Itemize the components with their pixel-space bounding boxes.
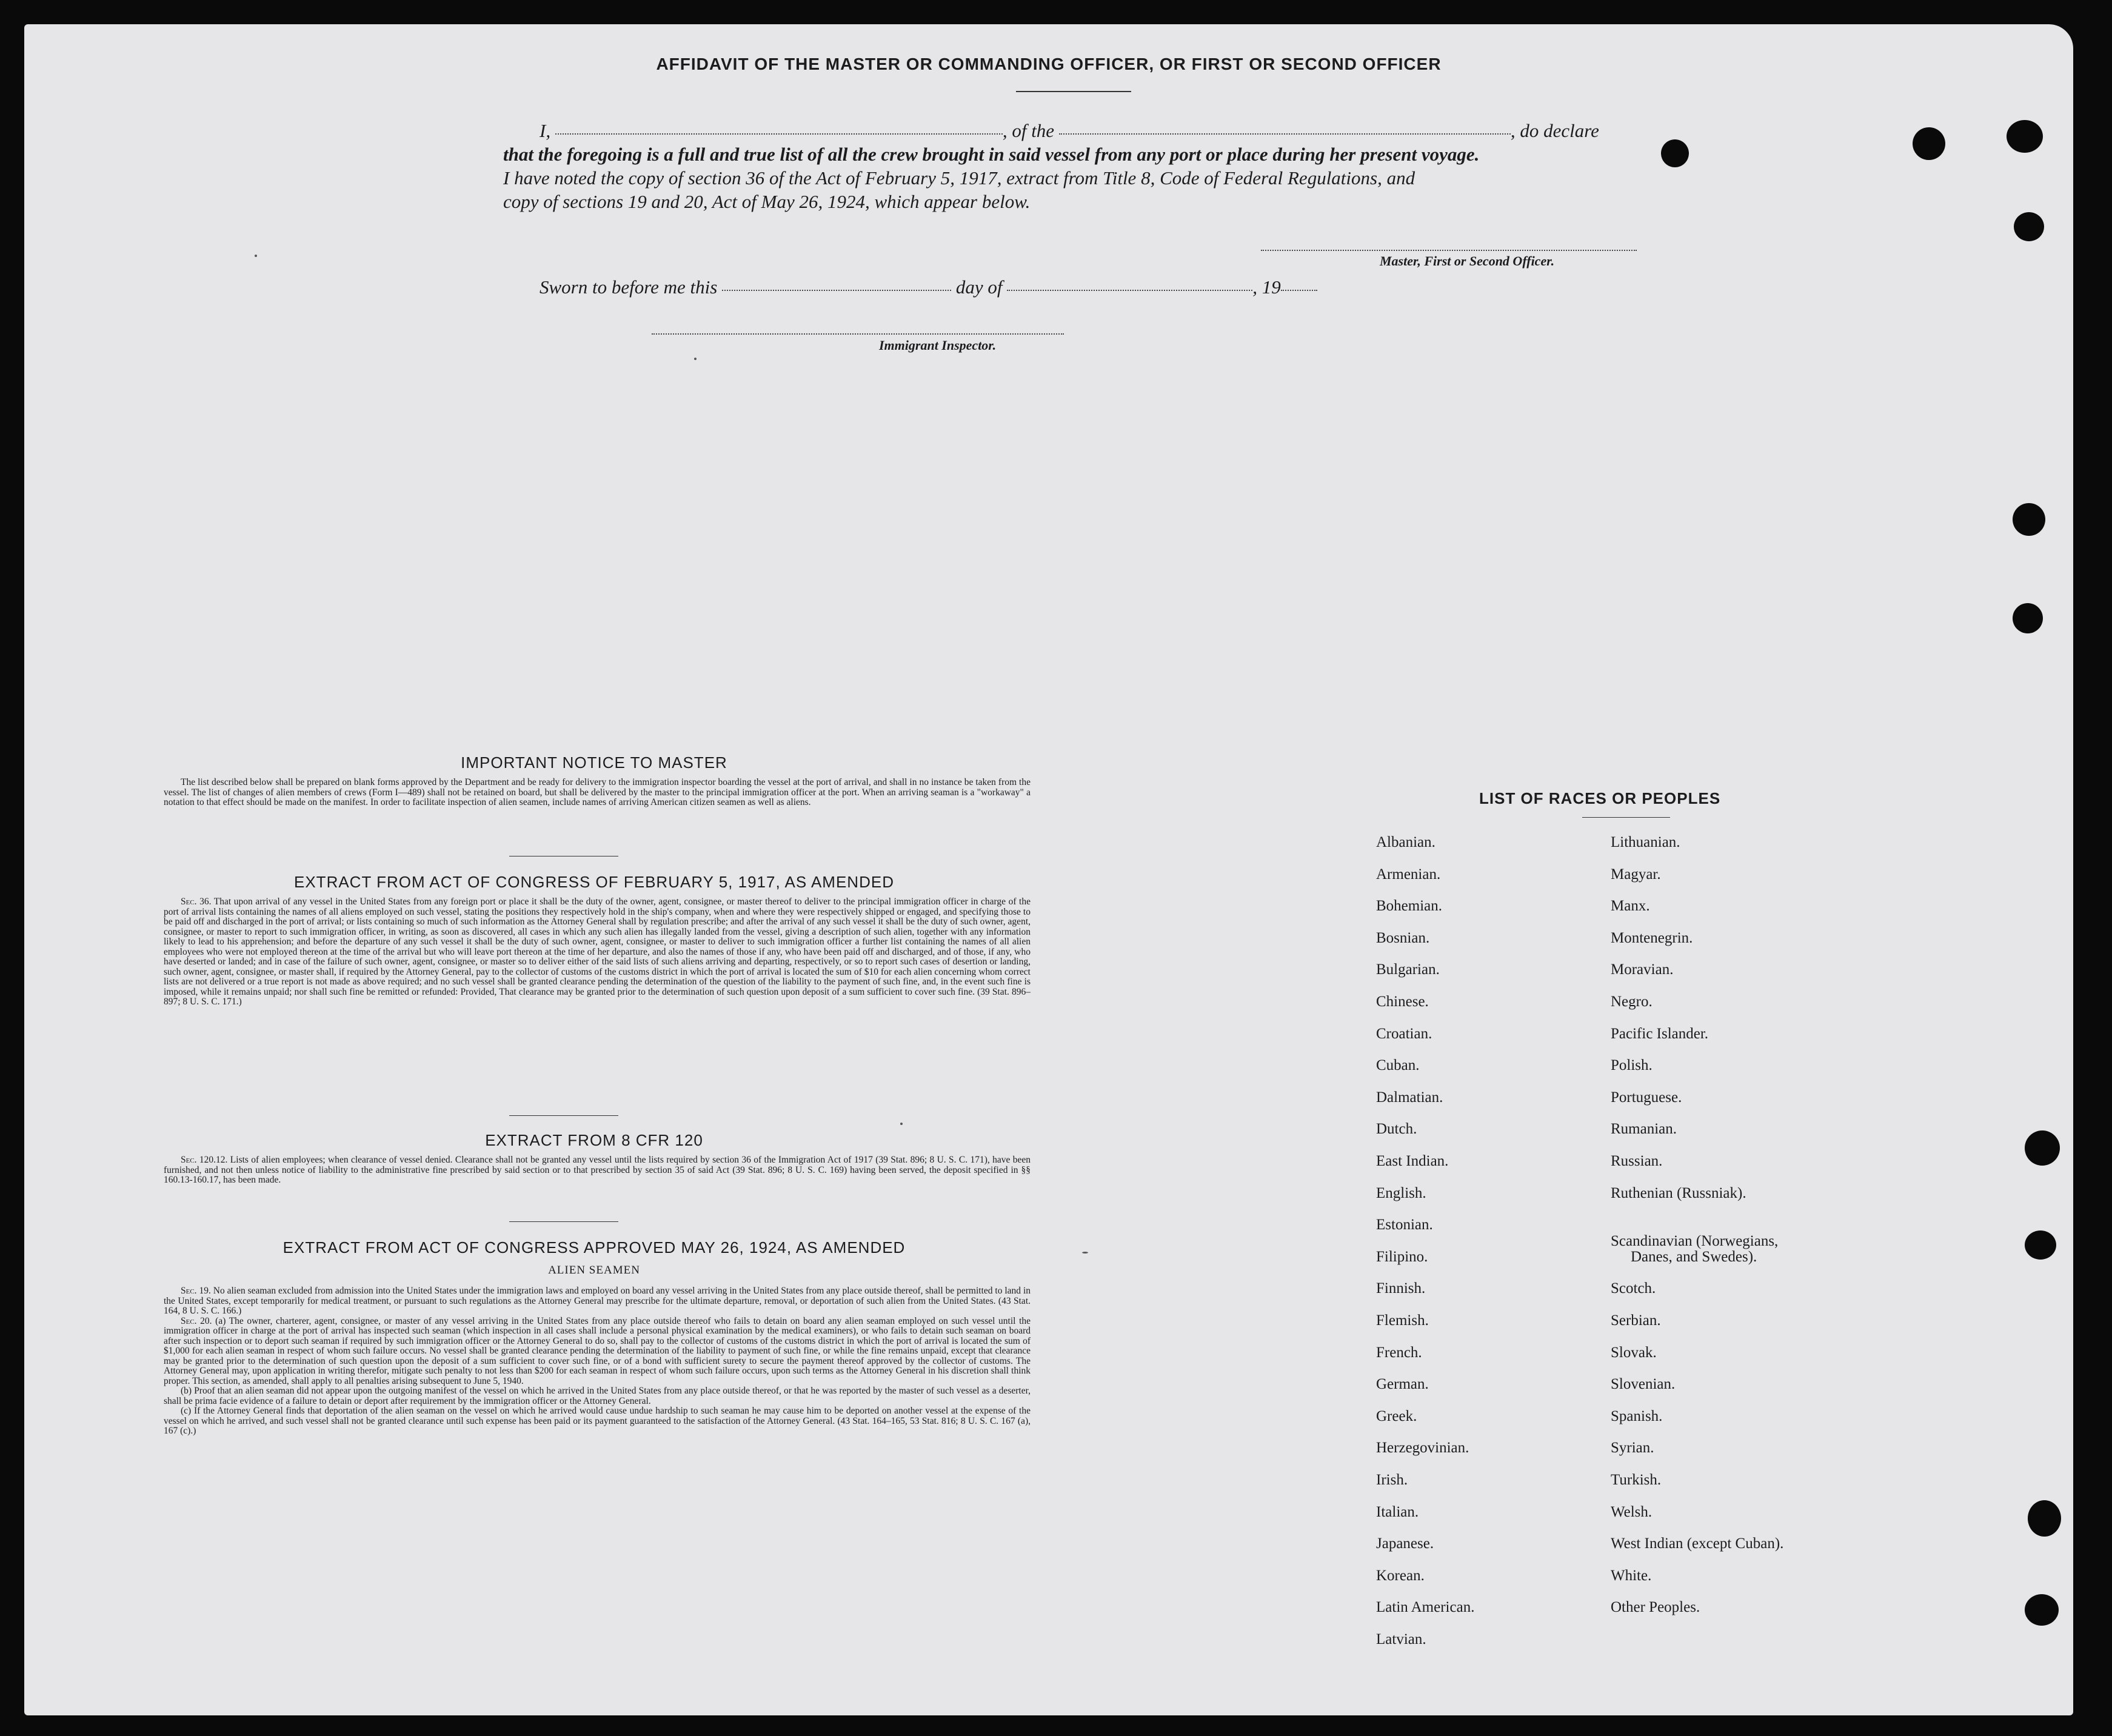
paper-speck: [1082, 1252, 1088, 1254]
race-item: Negro.: [1611, 993, 1653, 1010]
punch-hole-icon: [1661, 139, 1689, 167]
race-item: Scandinavian (Norwegians,: [1611, 1232, 1779, 1249]
race-item: Finnish.: [1376, 1280, 1426, 1297]
sworn-line: [540, 275, 1317, 299]
sworn-year-field[interactable]: [1281, 287, 1317, 291]
race-item: Rumanian.: [1611, 1121, 1677, 1138]
notice-text: [164, 778, 1031, 808]
sworn-year-label: , 19: [1252, 276, 1281, 298]
extract-cfr-text: [164, 1155, 1031, 1186]
race-item: Chinese.: [1376, 993, 1429, 1010]
race-item: Lithuanian.: [1611, 834, 1680, 850]
race-item: Slovak.: [1611, 1344, 1657, 1361]
race-item: Russian.: [1611, 1153, 1663, 1169]
sworn-day-of-label: day of: [955, 276, 1003, 298]
race-item: Manx.: [1611, 898, 1650, 915]
punch-hole-icon: [2014, 212, 2044, 241]
punch-hole-icon: [2007, 120, 2043, 153]
race-item: Portuguese.: [1611, 1089, 1682, 1106]
race-item: Bulgarian.: [1376, 961, 1440, 978]
race-item: German.: [1376, 1376, 1429, 1393]
race-item: Dalmatian.: [1376, 1089, 1443, 1106]
race-item: Spanish.: [1611, 1407, 1663, 1424]
race-item: Herzegovinian.: [1376, 1440, 1469, 1457]
race-item: Greek.: [1376, 1407, 1417, 1424]
race-item: Bosnian.: [1376, 929, 1430, 946]
declaration-line-1: [540, 119, 1599, 142]
race-item: Slovenian.: [1611, 1376, 1676, 1393]
race-item: Moravian.: [1611, 961, 1674, 978]
race-item: Japanese.: [1376, 1535, 1434, 1552]
race-item: Syrian.: [1611, 1440, 1654, 1457]
paper-speck: [255, 255, 257, 257]
sec-19-label: Sec. 19.: [181, 1286, 211, 1296]
alien-seamen-subheading: ALIEN SEAMEN: [548, 1264, 640, 1277]
paper-speck: [694, 358, 697, 360]
sec-20b-text: (b) Proof that an alien seaman did not appear upon the outgoing manifest of the vessel on which he arrived in the United States from any place outside thereof, or that he was reported by the master of such vessel as a deserter, shall be prima facie evidence of a failure to detain or deport after requirement by the immigration officer or the Attorney General.: [164, 1386, 1031, 1406]
declaration-line-4: copy of sections 19 and 20, Act of May 26, 1924, which appear below.: [503, 191, 1031, 212]
race-item: East Indian.: [1376, 1153, 1449, 1169]
master-signature-label: Master, First or Second Officer.: [1380, 253, 1555, 269]
notice-heading: IMPORTANT NOTICE TO MASTER: [461, 753, 727, 772]
extract-cfr-heading: EXTRACT FROM 8 CFR 120: [485, 1131, 703, 1149]
punch-hole-icon: [2025, 1594, 2059, 1626]
race-item: French.: [1376, 1344, 1422, 1361]
sworn-month-field[interactable]: [1007, 287, 1252, 291]
race-item: Serbian.: [1611, 1312, 1661, 1329]
declare-i-label: I,: [540, 120, 551, 141]
race-item: Ruthenian (Russniak).: [1611, 1184, 1746, 1201]
sworn-prefix: Sworn to before me this: [540, 276, 718, 298]
declaration-line-3: I have noted the copy of section 36 of the Act of February 5, 1917, extract from Title 8, Code of Federal Regulations, and: [503, 167, 1415, 189]
races-title-divider: [1582, 817, 1670, 818]
race-item: Filipino.: [1376, 1248, 1428, 1265]
race-item: Italian.: [1376, 1503, 1419, 1520]
punch-hole-icon: [2013, 603, 2043, 633]
master-signature-line[interactable]: [1261, 250, 1637, 251]
declaration-line-2: that the foregoing is a full and true list of all the crew brought in said vessel from any port or place during her present voyage.: [503, 144, 1480, 165]
race-item: Croatian.: [1376, 1025, 1432, 1042]
title-divider: [1016, 91, 1131, 92]
race-item: Turkish.: [1611, 1472, 1662, 1488]
race-item: Estonian.: [1376, 1217, 1433, 1234]
race-item: Korean.: [1376, 1567, 1425, 1584]
punch-hole-icon: [2025, 1230, 2056, 1260]
race-item: West Indian (except Cuban).: [1611, 1535, 1784, 1552]
sec-120-text: Lists of alien employees; when clearance of vessel denied. Clearance shall not be granted any vessel until the lists required by section 36 of the Immigration Act of 1917 (39 Stat. 896; 8 U. S. C. 171), have been furnished, and not then unless notice of liability to the administrative fine prescribed by said section or to that prescribed by section 35 of said Act (39 Stat. 896; 8 U. S. C. 169) having been served, the deposit specified in §§ 160.13-160.17, has been made.: [164, 1155, 1031, 1185]
race-item: Flemish.: [1376, 1312, 1429, 1329]
vessel-field[interactable]: [1059, 131, 1511, 135]
race-item: Scotch.: [1611, 1280, 1656, 1297]
sec-36-text: That upon arrival of any vessel in the United States from any foreign port or place it shall be the duty of the owner, agent, consignee, or master thereof to deliver to the principal immigration officer in charge of the port of arrival lists containing the names of all aliens employed on such vessel, stating the positions they respectively hold in the ship's company, when and where they were respectively shipped or engaged, and specifying those to be paid off and discharged in the port of arrival; or lists containing so much of such information as the Attorney General shall by regulation prescribe; and after the arrival of any such vessel it shall be the duty of such owner, agent, consignee, or master to report to such immigration officer, in writing, as soon as discovered, all cases in which any such alien has illegally landed from the vessel, giving a description of such alien, together with any information likely to lead to his apprehension; and before the departure of any such vessel it shall be the duty of such owner, agent, consignee, or master to deliver to such immigration officer a further list containing the names of all alien employees who were not employed thereon at the time of the arrival but who will leave port thereon at the time of her departure, and also the names of those if any, who have been paid off and discharged, and of those, if any, who have deserted or landed; and in case of the failure of such owner, agent, consignee, or master so to deliver either of the said lists of such aliens arriving and departing, respectively, or so to report such cases of desertion or landing, such owner, agent, consignee, or master shall, if required by the Attorney General, pay to the collector of customs of the customs district in which the port of arrival is located the sum of $10 for each alien concerning whom correct lists are not delivered or a true report is not made as above required; and no such vessel shall be granted clearance pending the determination of the question of the liability to the payment of such fine, and, in the event such fine is imposed, while it remains unpaid; nor shall such fine be remitted or refunded: Provided, That clearance may be granted prior to the determination of such question upon deposit of a sum sufficient to cover such fine. (39 Stat. 896–897; 8 U. S. C. 171.): [164, 896, 1031, 1007]
of-the-label: , of the: [1002, 120, 1055, 141]
races-title: LIST OF RACES OR PEOPLES: [1479, 789, 1721, 807]
extract-1924-text: [164, 1286, 1031, 1437]
sec-36-label: Sec. 36.: [181, 896, 212, 907]
race-item: Pacific Islander.: [1611, 1025, 1709, 1042]
race-item: Magyar.: [1611, 866, 1661, 883]
race-item: Welsh.: [1611, 1503, 1653, 1520]
race-item: Montenegrin.: [1611, 929, 1693, 946]
punch-hole-icon: [2025, 1130, 2060, 1166]
affidavit-title: AFFIDAVIT OF THE MASTER OR COMMANDING OFFICER, OR FIRST OR SECOND OFFICER: [656, 55, 1442, 73]
race-item: Irish.: [1376, 1472, 1408, 1488]
race-item: Cuban.: [1376, 1057, 1420, 1074]
sec-120-label: Sec. 120.12.: [181, 1155, 228, 1165]
race-item: Armenian.: [1376, 866, 1441, 883]
extract-1917-heading: EXTRACT FROM ACT OF CONGRESS OF FEBRUARY 5, 1917, AS AMENDED: [294, 873, 894, 891]
race-item: English.: [1376, 1184, 1426, 1201]
section-divider: [509, 1221, 618, 1222]
section-divider: [509, 1115, 618, 1116]
extract-1917-text: [164, 897, 1031, 1007]
sworn-day-field[interactable]: [722, 287, 951, 291]
race-item: Polish.: [1611, 1057, 1653, 1074]
sec-20a-text: (a) The owner, charterer, agent, consignee, or master of any vessel arriving in the United States from any place outside thereof who fails to detain on board any alien seaman employed on such vessel until the immigration officer in charge at the port of arrival has inspected such seaman (which inspection in all cases shall include a personal physical examination by the medical examiners), or who fails to detain such seaman on board after such inspection or to deport such seaman if required by such immigration officer or the Attorney General to do so, shall pay to the collector of customs of the customs district in which the port of arrival is located the sum of $1,000 for each alien seaman in respect of whom such failure occurs. No vessel shall be granted clearance pending the determination of the liability to payment of such fine, or while the fine remains unpaid, except that clearance may be granted prior to the determination of such question upon the deposit of a sum sufficient to cover such fine, or of a bond with sufficient surety to secure the payment thereof approved by the collector of customs. The Attorney General may, upon application in writing therefor, mitigate such penalty to not less than $200 for each seaman in respect of whom such failure occurs, upon such terms as the Attorney General in his discretion shall think proper. This section, as amended, shall apply to all penalties arising subsequent to June 5, 1940.: [164, 1315, 1031, 1386]
sec-19-text: No alien seaman excluded from admission into the United States under the immigration laws and employed on board any vessel arriving in the United States from any place outside thereof, shall be permitted to land in the United States, except temporarily for medical treatment, or pursuant to such regulations as the Attorney General may prescribe for the ultimate departure, removal, or deportation of such alien from the United States. (43 Stat. 164, 8 U. S. C. 166.): [164, 1286, 1031, 1316]
race-item: Bohemian.: [1376, 898, 1443, 915]
race-item: Other Peoples.: [1611, 1599, 1700, 1616]
paper-speck: [900, 1123, 903, 1125]
do-declare-label: , do declare: [1510, 120, 1599, 141]
extract-1924-heading: EXTRACT FROM ACT OF CONGRESS APPROVED MAY 26, 1924, AS AMENDED: [282, 1238, 906, 1257]
notice-paragraph: The list described below shall be prepared on blank forms approved by the Department and be ready for delivery to the immigration inspector boarding the vessel at the port of arrival, and shall in no instance be taken from the vessel. The list of changes of alien members of crews (Form I—489) shall not be retained on board, but shall be delivered by the master to the principal immigration officer at the port. When an arriving seaman is a "workaway" a notation to that effect should be made on the manifest. In order to facilitate inspection of alien seamen, include names of arriving American citizen seamen as well as aliens.: [164, 777, 1031, 807]
race-item: Danes, and Swedes).: [1631, 1248, 1757, 1265]
inspector-signature-line[interactable]: [652, 333, 1064, 335]
race-item: Albanian.: [1376, 834, 1435, 850]
name-field[interactable]: [555, 131, 1003, 135]
punch-hole-icon: [2013, 503, 2045, 536]
race-item: Dutch.: [1376, 1121, 1417, 1138]
document-page: [24, 24, 2073, 1715]
race-item: Latvian.: [1376, 1631, 1426, 1648]
punch-hole-icon: [2028, 1500, 2061, 1537]
race-item: White.: [1611, 1567, 1652, 1584]
inspector-signature-label: Immigrant Inspector.: [879, 338, 997, 353]
race-item: Latin American.: [1376, 1599, 1475, 1616]
punch-hole-icon: [1913, 127, 1945, 160]
sec-20-label: Sec. 20.: [181, 1315, 212, 1326]
sec-20c-text: (c) If the Attorney General finds that deportation of the alien seaman on the vessel on which he arrived would cause undue hardship to such seaman he may cause him to be deported on another vessel at the expense of the vessel on which he arrived, and such vessel shall not be granted clearance until such expense has been paid or its payment guaranteed to the satisfaction of the Attorney General. (43 Stat. 164–165, 53 Stat. 816; 8 U. S. C. 167 (a), 167 (c).): [164, 1406, 1031, 1436]
